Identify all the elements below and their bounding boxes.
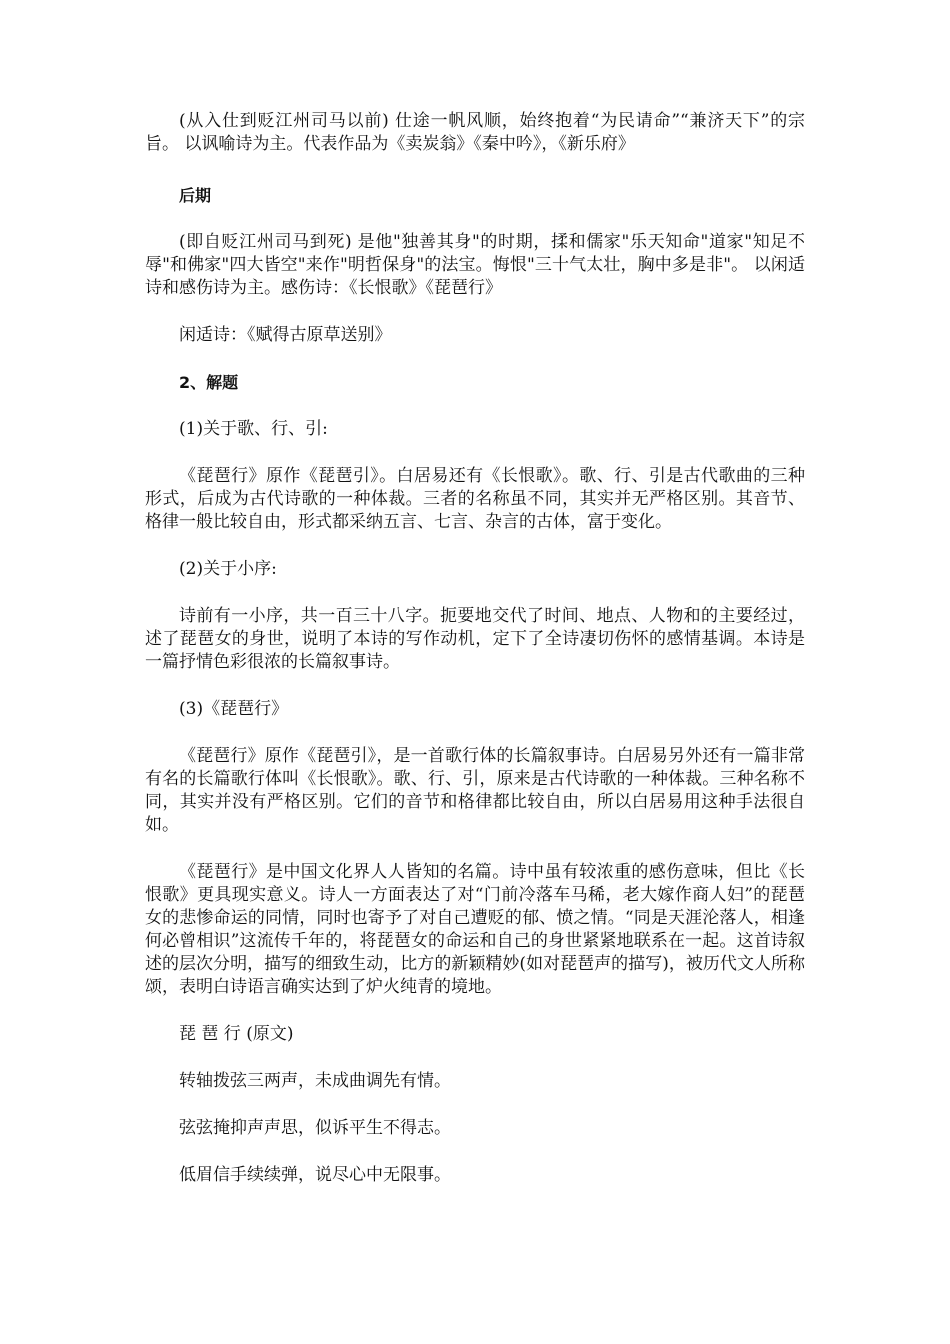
poem-title: 琵 琶 行 (原文): [179, 1024, 294, 1044]
subsection-2-title: (2)关于小序:: [179, 559, 277, 579]
poem-line: 弦弦掩抑声声思，似诉平生不得志。: [179, 1118, 451, 1138]
early-period-description: (从入仕到贬江州司马以前) 仕途一帆风顺，始终抱着“为民请命”“兼济天下”的宗旨。 以讽喻诗为主。代表作品为《卖炭翁》《秦中吟》，《新乐府》: [145, 111, 805, 154]
section-2-heading: 2、解题: [179, 373, 239, 392]
subsection-2-body: 诗前有一小序，共一百三十八字。扼要地交代了时间、地点、人物和的主要经过，述了琵琶女的身世，说明了本诗的写作动机，定下了全诗凄切伤怀的感情基调。本诗是一篇抒情色彩很浓的长篇叙事诗。: [145, 606, 805, 672]
late-period-description: (即自贬江州司马到死) 是他"独善其身"的时期，揉和儒家"乐天知命"道家"知足不辱"和佛家"四大皆空"来作"明哲保身"的法宝。悔恨"三十气太壮，胸中多是非"。 以闲适诗和感伤诗为主。感伤诗：《长恨歌》《琵琶行》: [145, 232, 805, 298]
leisure-poem-line: 闲适诗：《赋得古原草送别》: [179, 325, 392, 345]
subsection-1-body: 《琵琶行》原作《琵琶引》。白居易还有《长恨歌》。歌、行、引是古代歌曲的三种形式，后成为古代诗歌的一种体裁。三者的名称虽不同，其实并无严格区别。其音节、格律一般比较自由，形式都采纳五言、七言、杂言的古体，富于变化。: [145, 466, 805, 532]
poem-line: 转轴拨弦三两声，未成曲调先有情。: [179, 1071, 451, 1091]
poem-line: 低眉信手续续弹，说尽心中无限事。: [179, 1165, 451, 1185]
subsection-3-title: (3)《琵琶行》: [179, 699, 289, 719]
subsection-1-title: (1)关于歌、行、引:: [179, 419, 328, 439]
subsection-3-body-2: 《琵琶行》是中国文化界人人皆知的名篇。诗中虽有较浓重的感伤意味，但比《长恨歌》更具现实意义。诗人一方面表达了对“门前冷落车马稀，老大嫁作商人妇”的琵琶女的悲惨命运的同情，同时也寄予了对自己遭贬的郁、愤之情。“同是天涯沦落人，相逢何必曾相识”这流传千年的，将琵琶女的命运和自己的身世紧紧地联系在一起。这首诗叙述的层次分明，描写的细致生动，比方的新颖精妙(如对琵琶声的描写)，被历代文人所称颂，表明白诗语言确实达到了炉火纯青的境地。: [145, 862, 805, 997]
late-period-heading: 后期: [179, 186, 212, 205]
subsection-3-body-1: 《琵琶行》原作《琵琶引》，是一首歌行体的长篇叙事诗。白居易另外还有一篇非常有名的长篇歌行体叫《长恨歌》。歌、行、引，原来是古代诗歌的一种体裁。三种名称不同，其实并没有严格区别。它们的音节和格律都比较自由，所以白居易用这种手法很自如。: [145, 746, 805, 835]
document-page: [145, 110, 805, 1211]
